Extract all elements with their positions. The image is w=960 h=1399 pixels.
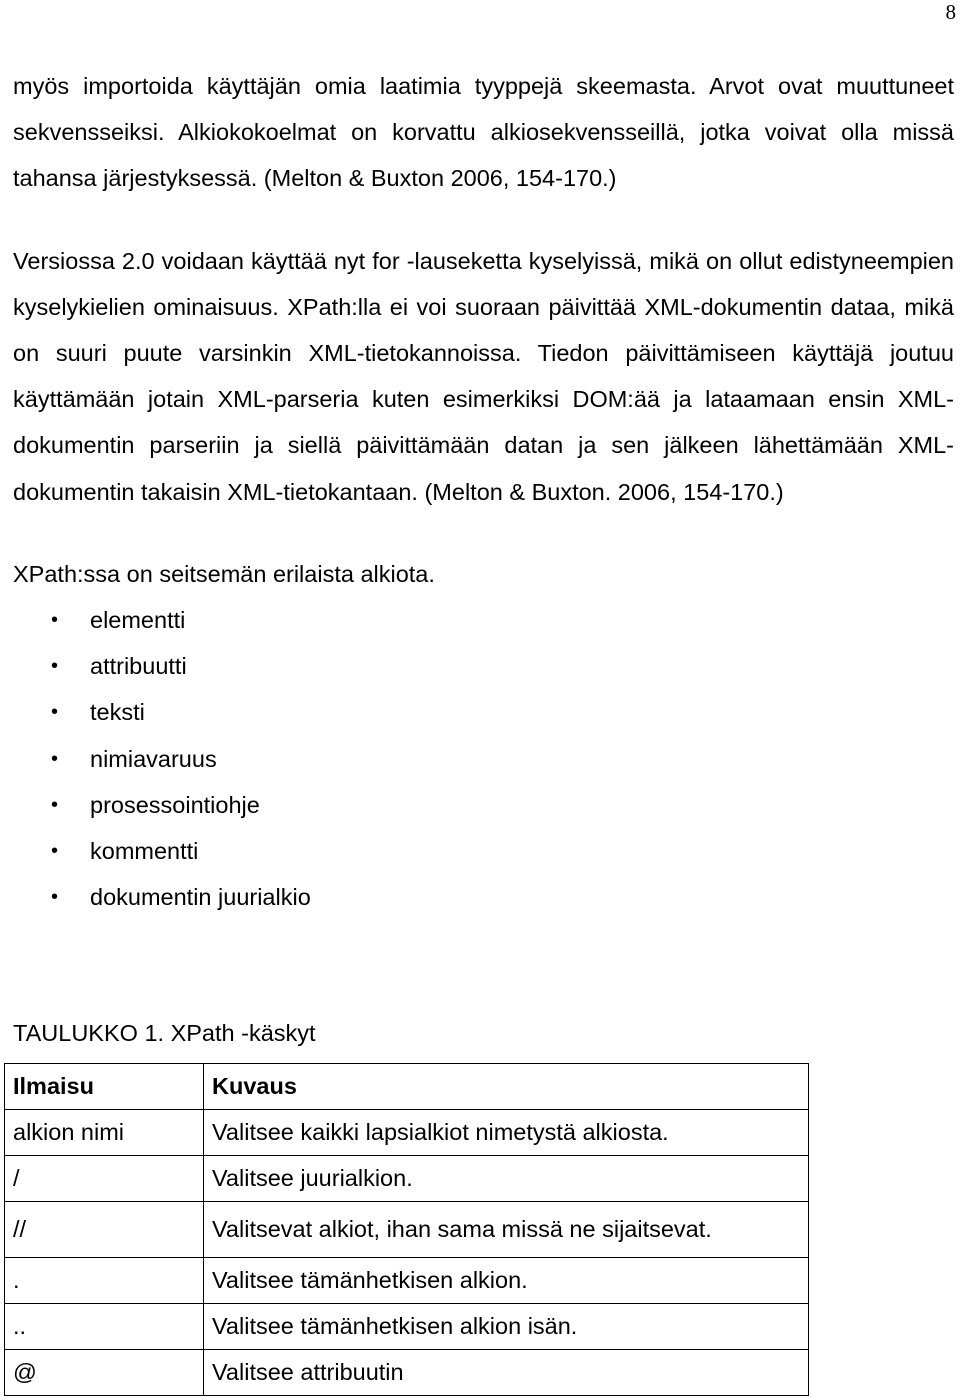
list-item	[13, 597, 954, 643]
table-row	[5, 1110, 809, 1156]
list-item	[13, 874, 954, 920]
list-item	[13, 689, 954, 735]
cell-description: Valitsee tämänhetkisen alkion.	[204, 1258, 809, 1304]
table-row	[5, 1350, 809, 1396]
document-body	[13, 63, 954, 920]
paragraph-schema-types: myös importoida käyttäjän omia laatimia tyyppejä skeemasta. Arvot ovat muuttuneet sekvensseiksi. Alkiokokoelmat on korvattu alkiosekvensseillä, jotka voivat olla missä tahansa järjestyksessä. (Melton & Buxton 2006, 154-170.)	[13, 73, 954, 192]
list-item	[13, 828, 954, 874]
list-item-label: prosessointiohje	[90, 791, 260, 818]
bullet-icon: •	[51, 655, 59, 678]
bullet-icon: •	[51, 886, 59, 909]
node-type-list	[13, 597, 954, 920]
header-description: Kuvaus	[204, 1064, 809, 1110]
list-item-label: dokumentin juurialkio	[90, 884, 311, 911]
paragraph-spacer	[13, 202, 954, 238]
table-row	[5, 1202, 809, 1258]
paragraph-spacer	[13, 515, 954, 551]
table-caption: TAULUKKO 1. XPath -käskyt	[13, 1020, 316, 1046]
table-row	[5, 1258, 809, 1304]
list-item-label: attribuutti	[90, 653, 187, 680]
cell-description: Valitsee juurialkion.	[204, 1156, 809, 1202]
list-item	[13, 736, 954, 782]
page-number: 8	[945, 0, 956, 24]
list-item-label: elementti	[90, 607, 186, 634]
cell-description: Valitsee tämänhetkisen alkion isän.	[204, 1304, 809, 1350]
list-item-label: nimiavaruus	[90, 745, 217, 772]
table-header-row	[5, 1064, 809, 1110]
bullet-icon: •	[51, 793, 59, 816]
xpath-commands-table	[4, 1063, 809, 1396]
header-expression: Ilmaisu	[5, 1064, 204, 1110]
cell-expression: ..	[5, 1304, 204, 1350]
list-item	[13, 782, 954, 828]
bullet-icon: •	[51, 609, 59, 632]
bullet-icon: •	[51, 747, 59, 770]
cell-expression: @	[5, 1350, 204, 1396]
table-row	[5, 1304, 809, 1350]
paragraph-node-types-intro: XPath:ssa on seitsemän erilaista alkiota.	[13, 560, 435, 587]
list-item-label: teksti	[90, 699, 145, 726]
cell-expression: .	[5, 1258, 204, 1304]
paragraph-xpath-version-2: Versiossa 2.0 voidaan käyttää nyt for -lauseketta kyselyissä, mikä on ollut edistyneempien kyselykielien ominaisuus. XPath:lla ei voi suoraan päivittää XML-dokumentin dataa, mikä on suuri puute varsinkin XML-tietokannoissa. Tiedon päivittämiseen käyttäjä joutuu käyttämään jotain XML-parseria kuten esimerkiksi DOM:ää ja lataamaan ensin XML-dokumentin parseriin ja siellä päivittämään datan ja sen jälkeen lähettämään XML-dokumentin takaisin XML-tietokantaan. (Melton & Buxton. 2006, 154-170.)	[13, 247, 954, 505]
bullet-icon: •	[51, 701, 59, 724]
bullet-icon: •	[51, 839, 59, 862]
cell-description: Valitsee kaikki lapsialkiot nimetystä alkiosta.	[204, 1110, 809, 1156]
table-row	[5, 1156, 809, 1202]
cell-expression: alkion nimi	[5, 1110, 204, 1156]
cell-description: Valitsee attribuutin	[204, 1350, 809, 1396]
list-item-label: kommentti	[90, 837, 199, 864]
cell-expression: //	[5, 1202, 204, 1258]
cell-description: Valitsevat alkiot, ihan sama missä ne sijaitsevat.	[204, 1202, 809, 1258]
list-item	[13, 643, 954, 689]
cell-expression: /	[5, 1156, 204, 1202]
